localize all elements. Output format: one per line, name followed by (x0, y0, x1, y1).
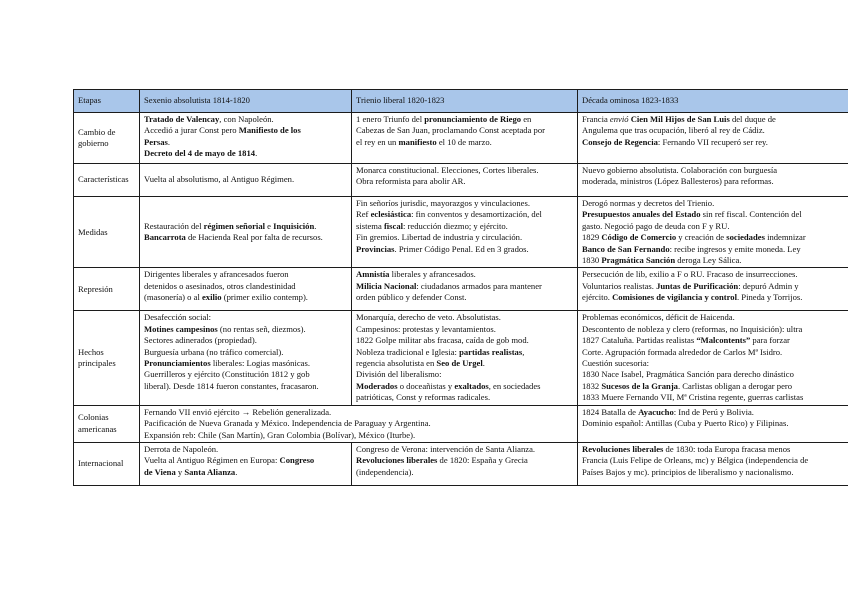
text-segment: 1822 Golpe militar abs fracasa, caída de gob mod. (356, 335, 529, 346)
bold-text: Pronunciamientos (144, 358, 211, 369)
table-row (74, 268, 848, 311)
text-segment: 1832 (582, 380, 602, 391)
text-segment: Burguesía urbana (no tráfico comercial). (144, 346, 284, 357)
cell-text-line (356, 221, 573, 232)
text-segment: patrióticas, Const y reformas radicales. (356, 392, 491, 403)
text-segment: o doceañistas y (397, 380, 455, 391)
cell-text-line (356, 455, 573, 466)
text-segment: Francia (Luis Felipe de Orleans, mc) y Bélgica (independencia de (582, 455, 809, 466)
text-segment: Fin gremios. Libertad de industria y circulación. (356, 232, 523, 243)
cell-decada (578, 311, 848, 405)
cell-sexenio (140, 113, 352, 164)
text-segment: : reducción diezmo; y ejército. (403, 220, 508, 231)
bold-text: “Malcontents” (696, 335, 751, 346)
row-label-text: Medidas (78, 226, 108, 237)
cell-text-line (582, 381, 848, 392)
cell-decada (578, 405, 848, 442)
text-segment: del duque de (729, 114, 776, 124)
bold-text: Sucesos de la Granja (601, 380, 678, 391)
bold-text: pronunciamiento de Riego (424, 114, 522, 124)
cell-text-line (144, 347, 347, 358)
text-segment: , con Napoleón. (219, 114, 274, 124)
cell-text-line (144, 324, 347, 335)
row-label (74, 197, 140, 268)
text-segment: Nuevo gobierno absolutista. Colaboración con burguesía (582, 165, 778, 175)
cell-text-line (356, 269, 573, 280)
cell-text-line (582, 198, 848, 209)
cell-text-line (356, 369, 573, 380)
text-segment: Persecución de lib, exilio a F o RU. Fracaso de insurrecciones. (582, 269, 798, 280)
cell-sexenio (140, 164, 352, 197)
bold-text: Inquisición (273, 220, 315, 231)
cell-text-line (356, 165, 573, 176)
cell-text-line (144, 418, 573, 429)
cell-text-line (356, 232, 573, 243)
cell-text-line (582, 467, 848, 478)
bold-text: Manifiesto de los (238, 125, 301, 136)
bold-text: Pragmática Sanción (601, 255, 676, 266)
bold-text: Provincias (356, 243, 395, 254)
cell-decada (578, 268, 848, 311)
text-segment: el rey en un (356, 136, 399, 147)
text-segment: para forzar (750, 335, 790, 346)
text-segment: Accedió a jurar Const pero (144, 125, 239, 136)
text-segment: Fernando VII envió ejército → Rebelión generalizada. (144, 406, 332, 417)
text-segment: 1833 Muere Fernando VII, Mª Cristina regente, guerras carlistas (582, 392, 804, 403)
text-segment: Problemas económicos, déficit de Haicenda. (582, 312, 735, 323)
cell-text-line (582, 221, 848, 232)
cell-text-line (144, 114, 347, 125)
text-segment: ejército. (582, 292, 613, 303)
text-segment: (no rentas señ, diezmos). (217, 323, 306, 334)
text-segment: deroga Ley Sálica. (675, 255, 742, 266)
cell-text-line (356, 244, 573, 255)
bold-text: Seo de Urgel (436, 358, 483, 369)
cell-text-line (582, 292, 848, 303)
table-row (74, 311, 848, 405)
cell-text-line (356, 176, 573, 187)
text-segment: Francia (582, 114, 610, 124)
cell-text-line (144, 407, 573, 418)
text-segment: Expansión reb: Chile (San Martín), Gran Colombia (Bolívar), México (Iturbe). (144, 429, 416, 440)
cell-text-line (356, 198, 573, 209)
text-segment: Dirigentes liberales y afrancesados fueron (144, 269, 289, 280)
header-sexenio: Sexenio absolutista 1814-1820 (140, 90, 352, 113)
text-segment: . (235, 466, 238, 477)
row-label-text: Cambio de gobierno (78, 126, 116, 148)
row-label-text: Represión (78, 283, 113, 294)
cell-text-line (356, 467, 573, 478)
text-segment: detenidos o asesinados, otros clandestinidad (144, 280, 296, 291)
cell-text-line (144, 455, 347, 466)
bold-text: sociedades (726, 232, 765, 243)
text-segment: e (265, 220, 274, 231)
text-segment: : depuró Admin y (738, 280, 799, 291)
bold-text: Persas (144, 136, 168, 147)
bold-text: Juntas de Purificación (656, 280, 739, 291)
text-segment: Derogó normas y decretos del Trienio. (582, 198, 715, 208)
row-label-text: Hechos principales (78, 346, 116, 369)
cell-text-line (144, 292, 347, 303)
text-segment: Monarca constitucional. Elecciones, Cortes liberales. (356, 165, 539, 175)
cell-text-line (144, 221, 347, 232)
cell-text-line (356, 324, 573, 335)
text-segment: . Pineda y Torrijos. (737, 292, 803, 303)
history-comparison-table (73, 89, 848, 486)
cell-text-line (582, 281, 848, 292)
text-segment: . (314, 220, 317, 231)
row-label-text: Internacional (78, 458, 124, 469)
text-segment: de 1830: toda Europa fracasa menos (663, 443, 791, 454)
text-segment: : fin conventos y desamortización, del (411, 209, 542, 220)
cell-text-line (582, 455, 848, 466)
cell-trienio (352, 311, 578, 405)
table-row (74, 442, 848, 485)
bold-text: eclesiástica (370, 209, 412, 220)
bold-text: Cien Mil Hijos de San Luis (630, 114, 730, 124)
bold-text: Santa Alianza (184, 466, 236, 477)
cell-decada (578, 113, 848, 164)
bold-text: Amnistía (356, 269, 390, 280)
cell-text-line (582, 125, 848, 136)
bold-text: de Viena (144, 466, 176, 477)
text-segment: . Carlistas obligan a derogar pero (677, 380, 793, 391)
bold-text: Bancarrota (144, 232, 186, 243)
text-segment: indemnizar (764, 232, 806, 243)
cell-text-line (356, 209, 573, 220)
cell-text-line (144, 174, 347, 185)
text-segment: sistema (356, 220, 384, 231)
cell-text-line (144, 335, 347, 346)
text-segment: : recibe ingresos y emite moneda. Ley (669, 243, 801, 254)
text-segment: . (482, 358, 485, 369)
text-segment: Cuestión sucesoria: (582, 358, 650, 369)
text-segment: y creación de (676, 232, 727, 243)
text-segment: Obra reformista para abolir AR. (356, 176, 466, 187)
cell-trienio (352, 197, 578, 268)
cell-sexenio (140, 197, 352, 268)
text-segment: sin ref fiscal. Contención del (700, 209, 802, 220)
text-segment: Angulema que tras ocupación, liberó al rey de Cádiz. (582, 125, 765, 136)
text-segment: moderada, ministros (López Ballesteros) para reformas. (582, 176, 774, 187)
text-segment: de 1820: España y Grecia (437, 455, 528, 466)
cell-trienio (352, 442, 578, 485)
text-segment: y (175, 466, 185, 477)
bold-text: exaltados (454, 380, 489, 391)
cell-text-line (356, 381, 573, 392)
text-segment: Nobleza tradicional e Iglesia: (356, 346, 460, 357)
text-segment: (primer exilio contemp). (221, 292, 308, 303)
text-segment: . Primer Código Penal. Ed en 3 grados. (394, 243, 529, 254)
row-label-text: Colonias americanas (78, 412, 117, 434)
header-decada: Década ominosa 1823-1833 (578, 90, 848, 113)
cell-text-line (582, 335, 848, 346)
text-segment: el 10 de marzo. (436, 136, 492, 147)
text-segment: . (255, 148, 258, 159)
bold-text: Ayacucho (638, 406, 674, 417)
table-row (74, 197, 848, 268)
text-segment: Voluntarios realistas. (582, 280, 657, 291)
text-segment: , (522, 346, 525, 357)
cell-text-line (582, 324, 848, 335)
cell-text-line (144, 358, 347, 369)
text-segment: Dominio español: Antillas (Cuba y Puerto Rico) y Filipinas. (582, 418, 789, 429)
cell-trienio (352, 268, 578, 311)
cell-sexenio (140, 268, 352, 311)
bold-text: Banco de San Fernando (582, 243, 670, 254)
text-segment: 1 enero Triunfo del (356, 114, 425, 124)
table-row (74, 113, 848, 164)
italic-text: envió (609, 114, 629, 124)
cell-text-line (356, 347, 573, 358)
cell-text-line (582, 244, 848, 255)
row-label (74, 113, 140, 164)
text-segment: Ref (356, 209, 371, 220)
cell-text-line (582, 312, 848, 323)
text-segment: Fin señoríos jurisdic, mayorazgos y vinculaciones. (356, 198, 530, 208)
text-segment: de Hacienda Real por falta de recursos. (185, 232, 323, 243)
text-segment: Desafección social: (144, 312, 212, 323)
text-segment: Sectores adinerados (propiedad). (144, 335, 257, 346)
row-label (74, 268, 140, 311)
cell-text-line (144, 232, 347, 243)
bold-text: exilio (201, 292, 222, 303)
text-segment: : ciudadanos armados para mantener (416, 280, 542, 291)
text-segment: liberales y afrancesados. (389, 269, 476, 280)
cell-text-line (144, 137, 347, 148)
bold-text: Tratado de Valencay (144, 114, 220, 124)
text-segment: Descontento de nobleza y clero (reformas, no Inquisición): ultra (582, 323, 803, 334)
row-label (74, 311, 140, 405)
bold-text: Revoluciones liberales (582, 443, 664, 454)
table-row (74, 405, 848, 442)
text-segment: liberales: Logias masónicas. (210, 358, 310, 369)
text-segment: : Ind de Perú y Bolivia. (673, 406, 754, 417)
text-segment: Monarquía, derecho de veto. Absolutistas. (356, 312, 501, 323)
cell-text-line (144, 148, 347, 159)
text-segment: (independencia). (356, 466, 414, 477)
text-segment: gasto. Negoció pago de deuda con F y RU. (582, 220, 730, 231)
text-segment: Corte. Agrupación formada alrededor de Carlos Mª Isidro. (582, 346, 783, 357)
cell-text-line (582, 369, 848, 380)
bold-text: Consejo de Regencia (582, 136, 658, 147)
bold-text: régimen señorial (203, 220, 266, 231)
bold-text: partidas realistas (459, 346, 523, 357)
table-header-row (74, 90, 848, 113)
cell-text-line (356, 392, 573, 403)
text-segment: Vuelta al absolutismo, al Antiguo Régimen. (144, 174, 295, 185)
text-segment: 1824 Batalla de (582, 406, 639, 417)
cell-text-line (356, 125, 573, 136)
cell-trienio (352, 164, 578, 197)
text-segment: Derrota de Napoleón. (144, 443, 219, 454)
bold-text: Congreso (279, 455, 315, 466)
cell-sexenio (140, 442, 352, 485)
cell-text-line (356, 281, 573, 292)
cell-text-line (356, 137, 573, 148)
cell-text-line (356, 335, 573, 346)
text-segment: en (521, 114, 532, 124)
bold-text: Milicia Nacional (356, 280, 417, 291)
cell-text-line (582, 209, 848, 220)
cell-text-line (582, 269, 848, 280)
cell-text-line (582, 358, 848, 369)
cell-text-line (144, 269, 347, 280)
text-segment: orden público y defender Const. (356, 292, 467, 303)
text-segment: 1830 Nace Isabel, Pragmática Sanción para derecho dinástico (582, 369, 794, 380)
cell-sexenio-trienio-merged (140, 405, 578, 442)
text-segment: Países Bajos y mc). principios de liberalismo y nacionalismo. (582, 466, 794, 477)
bold-text: Presupuestos anuales del Estado (582, 209, 701, 220)
text-segment: Guerrilleros y ejército (Constitución 1812 y gob (144, 369, 310, 380)
cell-trienio (352, 113, 578, 164)
cell-text-line (582, 255, 848, 266)
cell-decada (578, 197, 848, 268)
text-segment: : Fernando VII recuperó ser rey. (657, 136, 768, 147)
cell-text-line (582, 137, 848, 148)
table-row (74, 164, 848, 197)
bold-text: Revoluciones liberales (356, 455, 438, 466)
bold-text: Código de Comercio (601, 232, 677, 243)
cell-sexenio (140, 311, 352, 405)
cell-text-line (582, 418, 848, 429)
row-label-text: Características (78, 174, 129, 185)
bold-text: fiscal (383, 220, 404, 231)
cell-text-line (356, 444, 573, 455)
bold-text: Comisiones de vigilancia y control (612, 292, 737, 303)
text-segment: 1830 (582, 255, 602, 266)
cell-text-line (356, 114, 573, 125)
cell-text-line (144, 312, 347, 323)
cell-text-line (144, 125, 347, 136)
text-segment: Congreso de Verona: intervención de Santa Alianza. (356, 443, 536, 454)
bold-text: Motines campesinos (144, 323, 218, 334)
cell-text-line (356, 312, 573, 323)
cell-text-line (582, 392, 848, 403)
cell-text-line (356, 292, 573, 303)
cell-text-line (144, 281, 347, 292)
cell-text-line (144, 444, 347, 455)
row-label (74, 442, 140, 485)
cell-text-line (582, 407, 848, 418)
cell-text-line (582, 165, 848, 176)
text-segment: 1829 (582, 232, 602, 243)
cell-text-line (144, 430, 573, 441)
row-label (74, 405, 140, 442)
text-segment: Restauración del (144, 220, 204, 231)
header-trienio: Trienio liberal 1820-1823 (352, 90, 578, 113)
cell-text-line (144, 381, 347, 392)
cell-decada (578, 164, 848, 197)
text-segment: División del liberalismo: (356, 369, 442, 380)
cell-text-line (582, 347, 848, 358)
text-segment: (masonería) o al (144, 292, 202, 303)
cell-decada (578, 442, 848, 485)
text-segment: Campesinos: protestas y levantamientos. (356, 323, 496, 334)
row-label (74, 164, 140, 197)
text-segment: , en sociedades (488, 380, 541, 391)
text-segment: Vuelta al Antiguo Régimen en Europa: (144, 455, 280, 466)
cell-text-line (144, 369, 347, 380)
cell-text-line (582, 232, 848, 243)
cell-text-line (144, 467, 347, 478)
bold-text: Moderados (356, 380, 398, 391)
bold-text: manifiesto (398, 136, 437, 147)
bold-text: Decreto del 4 de mayo de 1814 (144, 148, 256, 159)
text-segment: Pacificación de Nueva Granada y México. Independencia de Paraguay y Argentina. (144, 418, 431, 429)
text-segment: Cabezas de San Juan, proclamando Const aceptada por (356, 125, 545, 136)
text-segment: regencia absolutista en (356, 358, 437, 369)
cell-text-line (356, 358, 573, 369)
header-etapas: Etapas (74, 90, 140, 113)
cell-text-line (582, 176, 848, 187)
cell-text-line (582, 114, 848, 125)
text-segment: 1827 Cataluña. Partidas realistas (582, 335, 697, 346)
text-segment: . (167, 136, 171, 147)
cell-text-line (582, 444, 848, 455)
text-segment: liberal). Desde 1814 fueron constantes, fracasaron. (144, 380, 319, 391)
